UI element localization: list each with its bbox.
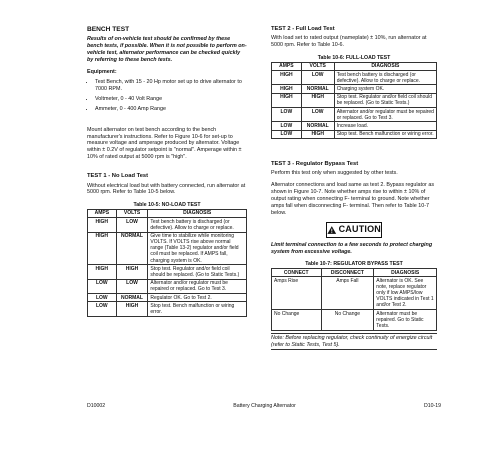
- table-caption: Table 10-6: FULL-LOAD TEST: [272, 54, 437, 62]
- table-cell: Test bench battery is discharged (or defective). Allow to charge or replace.: [148, 218, 247, 232]
- table-caption: Table 10-7: REGULATOR BYPASS TEST: [272, 261, 437, 269]
- table-cell: LOW: [88, 279, 117, 293]
- table-cell: LOW: [301, 108, 334, 122]
- regulator-bypass-table: [271, 261, 437, 331]
- table-cell: Stop test. Regulator and/or field coil should be replaced. (Go to Static Tests.): [148, 265, 247, 279]
- table-cell: NORMAL: [301, 122, 334, 130]
- column-header: DISCONNECT: [321, 269, 374, 277]
- table-cell: HIGH: [272, 71, 302, 85]
- column-header: CONNECT: [272, 269, 322, 277]
- test3-text1: Perform this test only when suggested by other tests.: [271, 170, 398, 177]
- table-row: [272, 71, 437, 85]
- table-cell: No Change: [321, 310, 374, 330]
- table-row: [88, 302, 247, 316]
- table-cell: LOW: [116, 279, 148, 293]
- table-cell: HIGH: [88, 232, 117, 265]
- footer-section-title: Battery Charging Alternator: [233, 403, 296, 409]
- test2-text: With load set to rated output (nameplate) ± 10%, run alternator at 5000 rpm. Refer to Table 10-6.: [271, 35, 427, 49]
- table-row: [88, 232, 247, 265]
- left-column: [87, 26, 247, 322]
- caution-text: Limit terminal connection to a few seconds to protect charging system from excessive voltage.: [271, 241, 433, 255]
- right-column: [271, 26, 437, 350]
- table-cell: LOW: [301, 71, 334, 85]
- equipment-item: • Ammeter, 0 - 400 Amp Range: [95, 106, 247, 113]
- table-row: [272, 108, 437, 122]
- column-header: AMPS: [272, 62, 302, 70]
- table-cell: LOW: [272, 130, 302, 138]
- table-cell: Stop test. Regulator and/or field coil should be replaced. (Go to Static Tests.): [334, 93, 436, 107]
- column-header: VOLTS: [116, 209, 148, 217]
- column-header: DIAGNOSIS: [334, 62, 436, 70]
- table-cell: No Change: [272, 310, 322, 330]
- table-cell: Charging system OK.: [334, 85, 436, 93]
- table-row: [88, 279, 247, 293]
- table-row: [272, 122, 437, 130]
- test2-title: TEST 2 - Full Load Test: [271, 26, 335, 32]
- footer-page-number: D10-19: [423, 403, 441, 409]
- column-header: DIAGNOSIS: [374, 269, 437, 277]
- equipment-heading: Equipment:: [87, 69, 117, 76]
- warning-triangle-icon: [327, 225, 337, 235]
- table-cell: Alternator and/or regulator must be repaired or replaced. Go to Test 3.: [148, 279, 247, 293]
- table-cell: LOW: [116, 218, 148, 232]
- table-caption: Table 10-5: NO-LOAD TEST: [88, 201, 247, 209]
- table-cell: NORMAL: [116, 232, 148, 265]
- table-row: [272, 93, 437, 107]
- table-cell: Increase load.: [334, 122, 436, 130]
- column-header: AMPS: [88, 209, 117, 217]
- equipment-item: • Test Bench, with 15 - 20 Hp motor set up to drive alternator to 7000 RPM.: [95, 79, 247, 93]
- test3-text2: Alternator connections and load same as test 2. Bypass regulator as shown in Figure 10-7. Note whether amps rise to within ± 10% of output rating when connecting F- terminal to ground. Note whether amps fall when disconnecting F- terminal. Then refer to Table 10-7 below.: [271, 182, 435, 216]
- table-cell: HIGH: [88, 265, 117, 279]
- test1-text: Without electrical load but with battery connected, run alternator at 5000 rpm. Refer to Table 10-5 below.: [87, 182, 246, 196]
- table-cell: HIGH: [301, 93, 334, 107]
- table-cell: HIGH: [88, 218, 117, 232]
- page-footer: [87, 403, 441, 410]
- column-header: VOLTS: [301, 62, 334, 70]
- caution-label: CAUTION: [338, 224, 381, 235]
- table-cell: LOW: [272, 122, 302, 130]
- mount-instructions: Mount alternator on test bench according to the bench manufacturer's instructions. Refer to Figure 10-6 for set-up to measure voltage and amperage produced by alternator. Voltage within ± 0.2V of regulator setpoint is "normal". Amperage within ± 10% of rated output at 5000 rpm is "high".: [87, 126, 242, 161]
- bench-test-intro: Results of on-vehicle test should be confirmed by these bench tests, if possible. When it is not possible to perform on-vehicle test, alternator performance can be checked quickly by referring to these bench tests.: [87, 36, 247, 64]
- regulator-note: Note: Before replacing regulator, check continuity of energize circuit (refer to Static Tests, Test 5).: [271, 333, 437, 351]
- caution-banner: [326, 222, 382, 238]
- table-cell: Amps Fall: [321, 277, 374, 310]
- table-row: [272, 277, 437, 310]
- full-load-table: [271, 54, 437, 139]
- table-cell: LOW: [88, 302, 117, 316]
- table-cell: Regulator OK. Go to Test 2.: [148, 293, 247, 301]
- table-cell: NORMAL: [301, 85, 334, 93]
- table-cell: HIGH: [116, 265, 148, 279]
- table-row: [88, 218, 247, 232]
- table-cell: Alternator and/or regulator must be repaired or replaced. Go to Test 3.: [334, 108, 436, 122]
- table-cell: Alternator is OK. See note, replace regulator only if low AMPS/low VOLTS indicated in Test 1 and/or Test 2.: [374, 277, 437, 310]
- bench-test-title: BENCH TEST: [87, 26, 130, 33]
- table-cell: Stop test. Bench malfunction or wiring error.: [148, 302, 247, 316]
- table-cell: Stop test. Bench malfunction or wiring error.: [334, 130, 436, 138]
- table-cell: Amps Rise: [272, 277, 322, 310]
- table-cell: LOW: [88, 293, 117, 301]
- table-cell: Alternator must be repaired. Go to Static Tests.: [374, 310, 437, 330]
- table-cell: NORMAL: [116, 293, 148, 301]
- footer-doc-number: D10002: [87, 403, 106, 409]
- table-row: [272, 130, 437, 138]
- test3-title: TEST 3 - Regulator Bypass Test: [271, 161, 359, 167]
- table-cell: LOW: [272, 108, 302, 122]
- table-cell: HIGH: [301, 130, 334, 138]
- test1-title: TEST 1 - No Load Test: [87, 173, 149, 180]
- table-row: [272, 85, 437, 93]
- table-cell: Give time to stabilize while monitoring VOLTS. If VOLTS rise above normal range (Table 13-2) regulator and/or field coil must be replaced. If AMPS fall, charging system is OK.: [148, 232, 247, 265]
- no-load-table: [87, 201, 247, 316]
- table-row: [272, 310, 437, 330]
- table-cell: HIGH: [116, 302, 148, 316]
- table-cell: HIGH: [272, 93, 302, 107]
- table-row: [88, 293, 247, 301]
- column-header: DIAGNOSIS: [148, 209, 247, 217]
- equipment-list: [87, 79, 247, 113]
- equipment-item: • Voltmeter, 0 - 40 Volt Range: [95, 96, 247, 103]
- table-row: [88, 265, 247, 279]
- table-cell: Test bench battery is discharged (or defective). Allow to charge or replace.: [334, 71, 436, 85]
- table-cell: HIGH: [272, 85, 302, 93]
